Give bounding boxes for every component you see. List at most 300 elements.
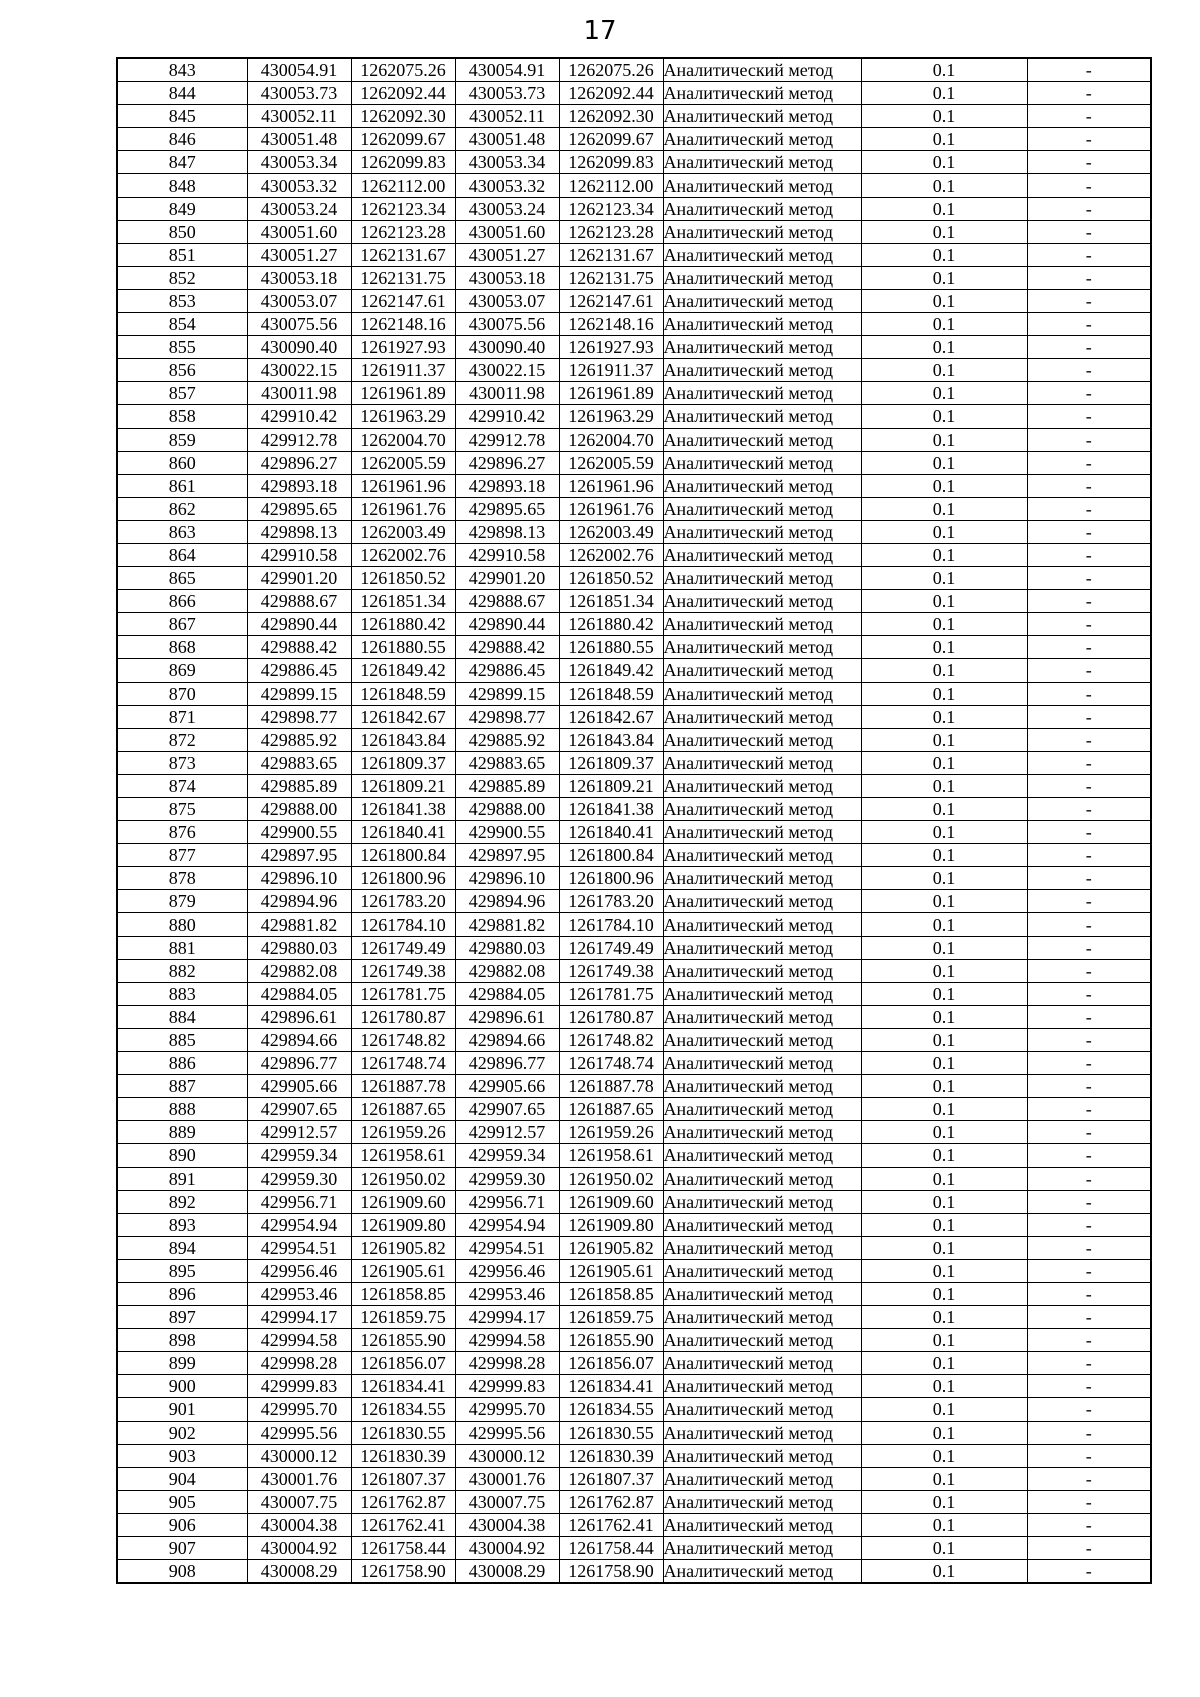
- y-coord-cell: 1262004.70: [351, 428, 455, 451]
- accuracy-cell: 0.1: [861, 798, 1027, 821]
- y-coord-new-cell: 1262123.28: [559, 220, 663, 243]
- y-coord-new-cell: 1261783.20: [559, 890, 663, 913]
- table-row: [117, 1236, 1151, 1259]
- point-number-cell: 887: [117, 1075, 247, 1098]
- point-number-cell: 888: [117, 1098, 247, 1121]
- x-coord-new-cell: 429895.65: [455, 497, 559, 520]
- x-coord-cell: 430053.34: [247, 151, 351, 174]
- y-coord-cell: 1261859.75: [351, 1306, 455, 1329]
- point-number-cell: 893: [117, 1213, 247, 1236]
- point-number-cell: 863: [117, 520, 247, 543]
- y-coord-new-cell: 1262092.30: [559, 105, 663, 128]
- table-row: [117, 936, 1151, 959]
- table-row: [117, 1167, 1151, 1190]
- accuracy-cell: 0.1: [861, 890, 1027, 913]
- x-coord-cell: 429894.96: [247, 890, 351, 913]
- y-coord-cell: 1261749.38: [351, 959, 455, 982]
- accuracy-cell: 0.1: [861, 1329, 1027, 1352]
- y-coord-new-cell: 1261887.65: [559, 1098, 663, 1121]
- table-row: [117, 959, 1151, 982]
- accuracy-cell: 0.1: [861, 1398, 1027, 1421]
- table-row: [117, 1421, 1151, 1444]
- point-number-cell: 899: [117, 1352, 247, 1375]
- x-coord-cell: 429881.82: [247, 913, 351, 936]
- x-coord-cell: 430053.24: [247, 197, 351, 220]
- note-cell: -: [1027, 1444, 1151, 1467]
- table-row: [117, 1075, 1151, 1098]
- y-coord-cell: 1261961.76: [351, 497, 455, 520]
- method-cell: Аналитический метод: [663, 844, 861, 867]
- x-coord-cell: 429999.83: [247, 1375, 351, 1398]
- x-coord-new-cell: 429897.95: [455, 844, 559, 867]
- accuracy-cell: 0.1: [861, 1028, 1027, 1051]
- accuracy-cell: 0.1: [861, 751, 1027, 774]
- table-row: [117, 1375, 1151, 1398]
- point-number-cell: 865: [117, 567, 247, 590]
- y-coord-new-cell: 1261834.55: [559, 1398, 663, 1421]
- point-number-cell: 847: [117, 151, 247, 174]
- method-cell: Аналитический метод: [663, 543, 861, 566]
- accuracy-cell: 0.1: [861, 474, 1027, 497]
- table-row: [117, 313, 1151, 336]
- method-cell: Аналитический метод: [663, 728, 861, 751]
- point-number-cell: 901: [117, 1398, 247, 1421]
- y-coord-cell: 1261749.49: [351, 936, 455, 959]
- accuracy-cell: 0.1: [861, 1190, 1027, 1213]
- point-number-cell: 872: [117, 728, 247, 751]
- x-coord-cell: 429959.34: [247, 1144, 351, 1167]
- accuracy-cell: 0.1: [861, 1352, 1027, 1375]
- note-cell: -: [1027, 590, 1151, 613]
- x-coord-cell: 429880.03: [247, 936, 351, 959]
- y-coord-new-cell: 1261781.75: [559, 982, 663, 1005]
- accuracy-cell: 0.1: [861, 844, 1027, 867]
- method-cell: Аналитический метод: [663, 1282, 861, 1305]
- y-coord-new-cell: 1261911.37: [559, 359, 663, 382]
- accuracy-cell: 0.1: [861, 336, 1027, 359]
- table-row: [117, 1028, 1151, 1051]
- method-cell: Аналитический метод: [663, 1329, 861, 1352]
- y-coord-new-cell: 1261749.49: [559, 936, 663, 959]
- note-cell: -: [1027, 128, 1151, 151]
- x-coord-new-cell: 429886.45: [455, 659, 559, 682]
- accuracy-cell: 0.1: [861, 1075, 1027, 1098]
- method-cell: Аналитический метод: [663, 1259, 861, 1282]
- x-coord-cell: 430054.91: [247, 58, 351, 82]
- method-cell: Аналитический метод: [663, 382, 861, 405]
- x-coord-cell: 429897.95: [247, 844, 351, 867]
- accuracy-cell: 0.1: [861, 197, 1027, 220]
- method-cell: Аналитический метод: [663, 174, 861, 197]
- x-coord-cell: 430075.56: [247, 313, 351, 336]
- method-cell: Аналитический метод: [663, 1052, 861, 1075]
- y-coord-cell: 1261963.29: [351, 405, 455, 428]
- y-coord-new-cell: 1261909.80: [559, 1213, 663, 1236]
- x-coord-new-cell: 429880.03: [455, 936, 559, 959]
- x-coord-cell: 429901.20: [247, 567, 351, 590]
- x-coord-new-cell: 429898.77: [455, 705, 559, 728]
- table-row: [117, 128, 1151, 151]
- note-cell: -: [1027, 936, 1151, 959]
- y-coord-cell: 1261748.82: [351, 1028, 455, 1051]
- method-cell: Аналитический метод: [663, 1537, 861, 1560]
- point-number-cell: 879: [117, 890, 247, 913]
- table-row: [117, 682, 1151, 705]
- x-coord-new-cell: 429994.17: [455, 1306, 559, 1329]
- y-coord-new-cell: 1261780.87: [559, 1005, 663, 1028]
- x-coord-new-cell: 429954.51: [455, 1236, 559, 1259]
- x-coord-cell: 429959.30: [247, 1167, 351, 1190]
- x-coord-cell: 429893.18: [247, 474, 351, 497]
- x-coord-new-cell: 430011.98: [455, 382, 559, 405]
- x-coord-new-cell: 429907.65: [455, 1098, 559, 1121]
- method-cell: Аналитический метод: [663, 1513, 861, 1536]
- x-coord-new-cell: 429956.71: [455, 1190, 559, 1213]
- point-number-cell: 868: [117, 636, 247, 659]
- note-cell: -: [1027, 82, 1151, 105]
- y-coord-new-cell: 1261927.93: [559, 336, 663, 359]
- point-number-cell: 860: [117, 451, 247, 474]
- x-coord-cell: 430004.92: [247, 1537, 351, 1560]
- y-coord-cell: 1261887.78: [351, 1075, 455, 1098]
- y-coord-new-cell: 1261800.96: [559, 867, 663, 890]
- accuracy-cell: 0.1: [861, 128, 1027, 151]
- point-number-cell: 905: [117, 1490, 247, 1513]
- method-cell: Аналитический метод: [663, 1375, 861, 1398]
- table-row: [117, 497, 1151, 520]
- accuracy-cell: 0.1: [861, 1490, 1027, 1513]
- x-coord-new-cell: 429953.46: [455, 1282, 559, 1305]
- note-cell: -: [1027, 682, 1151, 705]
- x-coord-new-cell: 429998.28: [455, 1352, 559, 1375]
- y-coord-new-cell: 1262148.16: [559, 313, 663, 336]
- method-cell: Аналитический метод: [663, 1444, 861, 1467]
- x-coord-new-cell: 430051.60: [455, 220, 559, 243]
- table-row: [117, 151, 1151, 174]
- accuracy-cell: 0.1: [861, 774, 1027, 797]
- x-coord-new-cell: 429888.00: [455, 798, 559, 821]
- y-coord-new-cell: 1261961.96: [559, 474, 663, 497]
- point-number-cell: 880: [117, 913, 247, 936]
- method-cell: Аналитический метод: [663, 428, 861, 451]
- table-row: [117, 1560, 1151, 1584]
- y-coord-new-cell: 1262005.59: [559, 451, 663, 474]
- point-number-cell: 859: [117, 428, 247, 451]
- accuracy-cell: 0.1: [861, 613, 1027, 636]
- accuracy-cell: 0.1: [861, 151, 1027, 174]
- x-coord-new-cell: 429888.42: [455, 636, 559, 659]
- y-coord-new-cell: 1262123.34: [559, 197, 663, 220]
- point-number-cell: 878: [117, 867, 247, 890]
- method-cell: Аналитический метод: [663, 774, 861, 797]
- y-coord-new-cell: 1261909.60: [559, 1190, 663, 1213]
- x-coord-new-cell: 430075.56: [455, 313, 559, 336]
- note-cell: -: [1027, 289, 1151, 312]
- x-coord-cell: 429896.77: [247, 1052, 351, 1075]
- accuracy-cell: 0.1: [861, 82, 1027, 105]
- x-coord-new-cell: 429896.27: [455, 451, 559, 474]
- x-coord-cell: 429907.65: [247, 1098, 351, 1121]
- y-coord-cell: 1262002.76: [351, 543, 455, 566]
- table-row: [117, 289, 1151, 312]
- method-cell: Аналитический метод: [663, 313, 861, 336]
- y-coord-cell: 1262075.26: [351, 58, 455, 82]
- y-coord-cell: 1261855.90: [351, 1329, 455, 1352]
- x-coord-new-cell: 429954.94: [455, 1213, 559, 1236]
- y-coord-cell: 1261842.67: [351, 705, 455, 728]
- x-coord-cell: 429953.46: [247, 1282, 351, 1305]
- y-coord-new-cell: 1261850.52: [559, 567, 663, 590]
- point-number-cell: 856: [117, 359, 247, 382]
- note-cell: -: [1027, 1167, 1151, 1190]
- point-number-cell: 904: [117, 1467, 247, 1490]
- method-cell: Аналитический метод: [663, 1213, 861, 1236]
- x-coord-cell: 429896.27: [247, 451, 351, 474]
- x-coord-cell: 429888.42: [247, 636, 351, 659]
- method-cell: Аналитический метод: [663, 405, 861, 428]
- table-row: [117, 58, 1151, 82]
- point-number-cell: 890: [117, 1144, 247, 1167]
- y-coord-new-cell: 1261905.61: [559, 1259, 663, 1282]
- x-coord-cell: 430051.60: [247, 220, 351, 243]
- x-coord-new-cell: 429912.78: [455, 428, 559, 451]
- x-coord-new-cell: 430051.27: [455, 243, 559, 266]
- x-coord-cell: 430022.15: [247, 359, 351, 382]
- y-coord-new-cell: 1261950.02: [559, 1167, 663, 1190]
- accuracy-cell: 0.1: [861, 220, 1027, 243]
- y-coord-new-cell: 1261859.75: [559, 1306, 663, 1329]
- method-cell: Аналитический метод: [663, 58, 861, 82]
- x-coord-new-cell: 429894.96: [455, 890, 559, 913]
- x-coord-new-cell: 429959.30: [455, 1167, 559, 1190]
- x-coord-new-cell: 429905.66: [455, 1075, 559, 1098]
- y-coord-new-cell: 1261961.89: [559, 382, 663, 405]
- method-cell: Аналитический метод: [663, 359, 861, 382]
- y-coord-new-cell: 1261848.59: [559, 682, 663, 705]
- x-coord-cell: 429905.66: [247, 1075, 351, 1098]
- method-cell: Аналитический метод: [663, 590, 861, 613]
- x-coord-new-cell: 430008.29: [455, 1560, 559, 1584]
- y-coord-new-cell: 1261905.82: [559, 1236, 663, 1259]
- y-coord-new-cell: 1262092.44: [559, 82, 663, 105]
- x-coord-cell: 429885.89: [247, 774, 351, 797]
- method-cell: Аналитический метод: [663, 336, 861, 359]
- method-cell: Аналитический метод: [663, 1352, 861, 1375]
- y-coord-cell: 1261858.85: [351, 1282, 455, 1305]
- point-number-cell: 853: [117, 289, 247, 312]
- method-cell: Аналитический метод: [663, 982, 861, 1005]
- point-number-cell: 896: [117, 1282, 247, 1305]
- note-cell: -: [1027, 659, 1151, 682]
- y-coord-cell: 1262123.28: [351, 220, 455, 243]
- x-coord-new-cell: 430053.07: [455, 289, 559, 312]
- table-body: [117, 58, 1151, 1583]
- method-cell: Аналитический метод: [663, 1075, 861, 1098]
- note-cell: -: [1027, 543, 1151, 566]
- method-cell: Аналитический метод: [663, 520, 861, 543]
- point-number-cell: 875: [117, 798, 247, 821]
- table-row: [117, 982, 1151, 1005]
- table-row: [117, 1144, 1151, 1167]
- y-coord-cell: 1261783.20: [351, 890, 455, 913]
- x-coord-new-cell: 430053.34: [455, 151, 559, 174]
- x-coord-cell: 429956.46: [247, 1259, 351, 1282]
- method-cell: Аналитический метод: [663, 821, 861, 844]
- y-coord-new-cell: 1261887.78: [559, 1075, 663, 1098]
- x-coord-new-cell: 429881.82: [455, 913, 559, 936]
- accuracy-cell: 0.1: [861, 867, 1027, 890]
- y-coord-cell: 1262003.49: [351, 520, 455, 543]
- method-cell: Аналитический метод: [663, 1421, 861, 1444]
- table-row: [117, 1098, 1151, 1121]
- accuracy-cell: 0.1: [861, 959, 1027, 982]
- y-coord-cell: 1262148.16: [351, 313, 455, 336]
- accuracy-cell: 0.1: [861, 728, 1027, 751]
- y-coord-cell: 1261840.41: [351, 821, 455, 844]
- method-cell: Аналитический метод: [663, 1398, 861, 1421]
- y-coord-new-cell: 1262131.67: [559, 243, 663, 266]
- y-coord-cell: 1261959.26: [351, 1121, 455, 1144]
- x-coord-cell: 429910.42: [247, 405, 351, 428]
- note-cell: -: [1027, 220, 1151, 243]
- table-row: [117, 474, 1151, 497]
- note-cell: -: [1027, 243, 1151, 266]
- y-coord-new-cell: 1262099.83: [559, 151, 663, 174]
- x-coord-cell: 429912.57: [247, 1121, 351, 1144]
- accuracy-cell: 0.1: [861, 1121, 1027, 1144]
- point-number-cell: 876: [117, 821, 247, 844]
- table-row: [117, 266, 1151, 289]
- y-coord-cell: 1262131.67: [351, 243, 455, 266]
- method-cell: Аналитический метод: [663, 1144, 861, 1167]
- point-number-cell: 849: [117, 197, 247, 220]
- x-coord-new-cell: 430001.76: [455, 1467, 559, 1490]
- note-cell: -: [1027, 959, 1151, 982]
- x-coord-cell: 429888.67: [247, 590, 351, 613]
- accuracy-cell: 0.1: [861, 105, 1027, 128]
- method-cell: Аналитический метод: [663, 266, 861, 289]
- table-row: [117, 243, 1151, 266]
- accuracy-cell: 0.1: [861, 428, 1027, 451]
- note-cell: -: [1027, 1398, 1151, 1421]
- y-coord-cell: 1261927.93: [351, 336, 455, 359]
- accuracy-cell: 0.1: [861, 359, 1027, 382]
- point-number-cell: 903: [117, 1444, 247, 1467]
- method-cell: Аналитический метод: [663, 798, 861, 821]
- y-coord-new-cell: 1262099.67: [559, 128, 663, 151]
- method-cell: Аналитический метод: [663, 151, 861, 174]
- table-row: [117, 1213, 1151, 1236]
- table-row: [117, 751, 1151, 774]
- x-coord-new-cell: 429959.34: [455, 1144, 559, 1167]
- accuracy-cell: 0.1: [861, 266, 1027, 289]
- y-coord-cell: 1262131.75: [351, 266, 455, 289]
- y-coord-cell: 1261843.84: [351, 728, 455, 751]
- x-coord-cell: 429899.15: [247, 682, 351, 705]
- y-coord-new-cell: 1261809.21: [559, 774, 663, 797]
- y-coord-new-cell: 1262147.61: [559, 289, 663, 312]
- accuracy-cell: 0.1: [861, 1537, 1027, 1560]
- x-coord-new-cell: 429885.89: [455, 774, 559, 797]
- table-row: [117, 520, 1151, 543]
- y-coord-cell: 1261905.82: [351, 1236, 455, 1259]
- y-coord-new-cell: 1261959.26: [559, 1121, 663, 1144]
- x-coord-new-cell: 429896.61: [455, 1005, 559, 1028]
- table-row: [117, 359, 1151, 382]
- y-coord-cell: 1261911.37: [351, 359, 455, 382]
- note-cell: -: [1027, 1236, 1151, 1259]
- page-number: 17: [583, 16, 617, 46]
- y-coord-cell: 1261851.34: [351, 590, 455, 613]
- method-cell: Аналитический метод: [663, 959, 861, 982]
- method-cell: Аналитический метод: [663, 890, 861, 913]
- y-coord-cell: 1261880.55: [351, 636, 455, 659]
- point-number-cell: 891: [117, 1167, 247, 1190]
- note-cell: -: [1027, 313, 1151, 336]
- y-coord-cell: 1261887.65: [351, 1098, 455, 1121]
- table-row: [117, 1398, 1151, 1421]
- table-row: [117, 174, 1151, 197]
- method-cell: Аналитический метод: [663, 1467, 861, 1490]
- y-coord-cell: 1261850.52: [351, 567, 455, 590]
- accuracy-cell: 0.1: [861, 405, 1027, 428]
- table-row: [117, 1444, 1151, 1467]
- method-cell: Аналитический метод: [663, 289, 861, 312]
- accuracy-cell: 0.1: [861, 497, 1027, 520]
- point-number-cell: 846: [117, 128, 247, 151]
- x-coord-new-cell: 430022.15: [455, 359, 559, 382]
- point-number-cell: 877: [117, 844, 247, 867]
- y-coord-new-cell: 1261880.55: [559, 636, 663, 659]
- accuracy-cell: 0.1: [861, 520, 1027, 543]
- table-row: [117, 1052, 1151, 1075]
- y-coord-cell: 1261809.21: [351, 774, 455, 797]
- point-number-cell: 844: [117, 82, 247, 105]
- note-cell: -: [1027, 1259, 1151, 1282]
- accuracy-cell: 0.1: [861, 1282, 1027, 1305]
- note-cell: -: [1027, 1282, 1151, 1305]
- y-coord-new-cell: 1261880.42: [559, 613, 663, 636]
- accuracy-cell: 0.1: [861, 174, 1027, 197]
- accuracy-cell: 0.1: [861, 1236, 1027, 1259]
- y-coord-cell: 1261958.61: [351, 1144, 455, 1167]
- table-row: [117, 82, 1151, 105]
- table-row: [117, 220, 1151, 243]
- accuracy-cell: 0.1: [861, 289, 1027, 312]
- note-cell: -: [1027, 844, 1151, 867]
- x-coord-cell: 430000.12: [247, 1444, 351, 1467]
- note-cell: -: [1027, 1467, 1151, 1490]
- accuracy-cell: 0.1: [861, 705, 1027, 728]
- table-row: [117, 543, 1151, 566]
- x-coord-new-cell: 429894.66: [455, 1028, 559, 1051]
- note-cell: -: [1027, 913, 1151, 936]
- point-number-cell: 850: [117, 220, 247, 243]
- point-number-cell: 864: [117, 543, 247, 566]
- y-coord-new-cell: 1261762.87: [559, 1490, 663, 1513]
- note-cell: -: [1027, 613, 1151, 636]
- point-number-cell: 889: [117, 1121, 247, 1144]
- note-cell: -: [1027, 867, 1151, 890]
- x-coord-cell: 429956.71: [247, 1190, 351, 1213]
- point-number-cell: 907: [117, 1537, 247, 1560]
- method-cell: Аналитический метод: [663, 682, 861, 705]
- y-coord-new-cell: 1261809.37: [559, 751, 663, 774]
- table-row: [117, 913, 1151, 936]
- note-cell: -: [1027, 382, 1151, 405]
- point-number-cell: 855: [117, 336, 247, 359]
- method-cell: Аналитический метод: [663, 243, 861, 266]
